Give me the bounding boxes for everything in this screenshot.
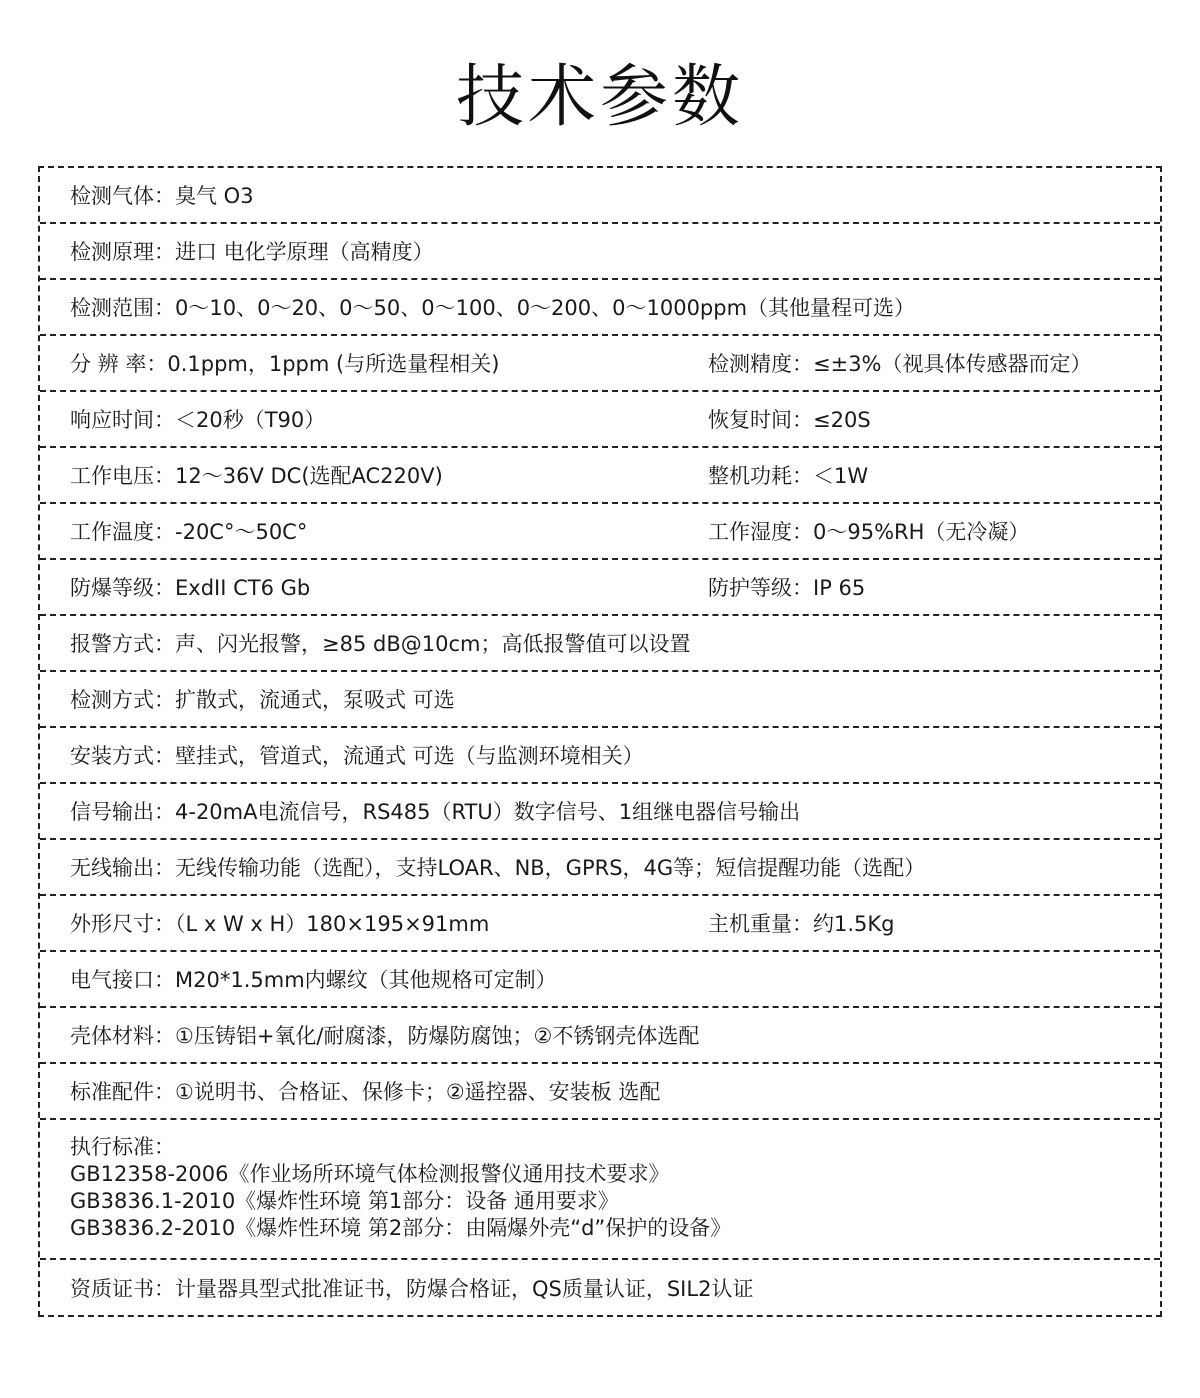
spec-wireless-output: 无线输出：无线传输功能（选配），支持LOAR、NB，GPRS，4G等；短信提醒功能（选配） [70, 856, 926, 880]
spec-resolution: 分 辨 率：0.1ppm，1ppm (与所选量程相关) [70, 352, 500, 376]
spec-row-range [40, 280, 1160, 336]
spec-dimensions: 外形尺寸：（L x W x H）180×195×91mm [70, 912, 490, 936]
spec-row-response [40, 392, 1160, 448]
spec-range: 检测范围：0～10、0～20、0～50、0～100、0～200、0～1000ppm（其他量程可选） [70, 296, 916, 320]
spec-explosion-grade: 防爆等级：ExdII CT6 Gb [70, 576, 311, 600]
spec-installation: 安装方式：壁挂式，管道式，流通式 可选（与监测环境相关） [70, 744, 644, 768]
spec-row-dimensions [40, 896, 1160, 952]
standards-line: GB3836.1-2010《爆炸性环境 第1部分：设备 通用要求》 [70, 1189, 619, 1213]
spec-table [38, 166, 1162, 1317]
standards-line: GB12358-2006《作业场所环境气体检测报警仪通用技术要求》 [70, 1162, 670, 1186]
page-title: 技术参数 [455, 58, 744, 137]
spec-detection-mode: 检测方式：扩散式，流通式，泵吸式 可选 [70, 688, 455, 712]
spec-power: 整机功耗：＜1W [708, 464, 869, 488]
standards-line: GB3836.2-2010《爆炸性环境 第2部分：由隔爆外壳“d”保护的设备》 [70, 1216, 732, 1240]
spec-row-installation [40, 728, 1160, 784]
spec-row-principle [40, 224, 1160, 280]
spec-protection-grade: 防护等级：IP 65 [708, 576, 866, 600]
spec-row-housing [40, 1008, 1160, 1064]
spec-row-interface [40, 952, 1160, 1008]
spec-row-resolution [40, 336, 1160, 392]
spec-row-standards [40, 1120, 1160, 1260]
spec-row-accessories [40, 1064, 1160, 1120]
spec-row-certificates [40, 1260, 1160, 1315]
spec-principle: 检测原理：进口 电化学原理（高精度） [70, 240, 434, 264]
spec-temperature: 工作温度：-20C°～50C° [70, 520, 308, 544]
standards-block [70, 1134, 731, 1242]
spec-row-gas [40, 168, 1160, 224]
spec-row-voltage [40, 448, 1160, 504]
spec-voltage: 工作电压：12～36V DC(选配AC220V) [70, 464, 443, 488]
standards-heading: 执行标准： [70, 1135, 175, 1159]
spec-certificates: 资质证书：计量器具型式批准证书，防爆合格证，QS质量认证，SIL2认证 [70, 1276, 754, 1301]
spec-row-alarm [40, 616, 1160, 672]
spec-response-time: 响应时间：＜20秒（T90） [70, 408, 326, 432]
spec-electrical-interface: 电气接口：M20*1.5mm内螺纹（其他规格可定制） [70, 968, 557, 992]
spec-signal-output: 信号输出：4-20mA电流信号，RS485（RTU）数字信号、1组继电器信号输出 [70, 800, 801, 824]
spec-humidity: 工作湿度：0～95%RH（无冷凝） [708, 520, 1030, 544]
spec-weight: 主机重量：约1.5Kg [708, 912, 895, 936]
spec-accessories: 标准配件：①说明书、合格证、保修卡；②遥控器、安装板 选配 [70, 1080, 661, 1104]
spec-row-wireless [40, 840, 1160, 896]
spec-accuracy: 检测精度：≤±3%（视具体传感器而定） [708, 352, 1092, 376]
spec-recovery-time: 恢复时间：≤20S [708, 408, 871, 432]
spec-row-signal [40, 784, 1160, 840]
spec-gas: 检测气体：臭气 O3 [70, 184, 254, 208]
spec-housing-material: 壳体材料：①压铸铝+氧化/耐腐漆，防爆防腐蚀；②不锈钢壳体选配 [70, 1024, 700, 1048]
spec-row-detection-mode [40, 672, 1160, 728]
spec-row-explosion [40, 560, 1160, 616]
spec-alarm: 报警方式：声、闪光报警，≥85 dB@10cm；高低报警值可以设置 [70, 632, 691, 656]
spec-row-temperature [40, 504, 1160, 560]
